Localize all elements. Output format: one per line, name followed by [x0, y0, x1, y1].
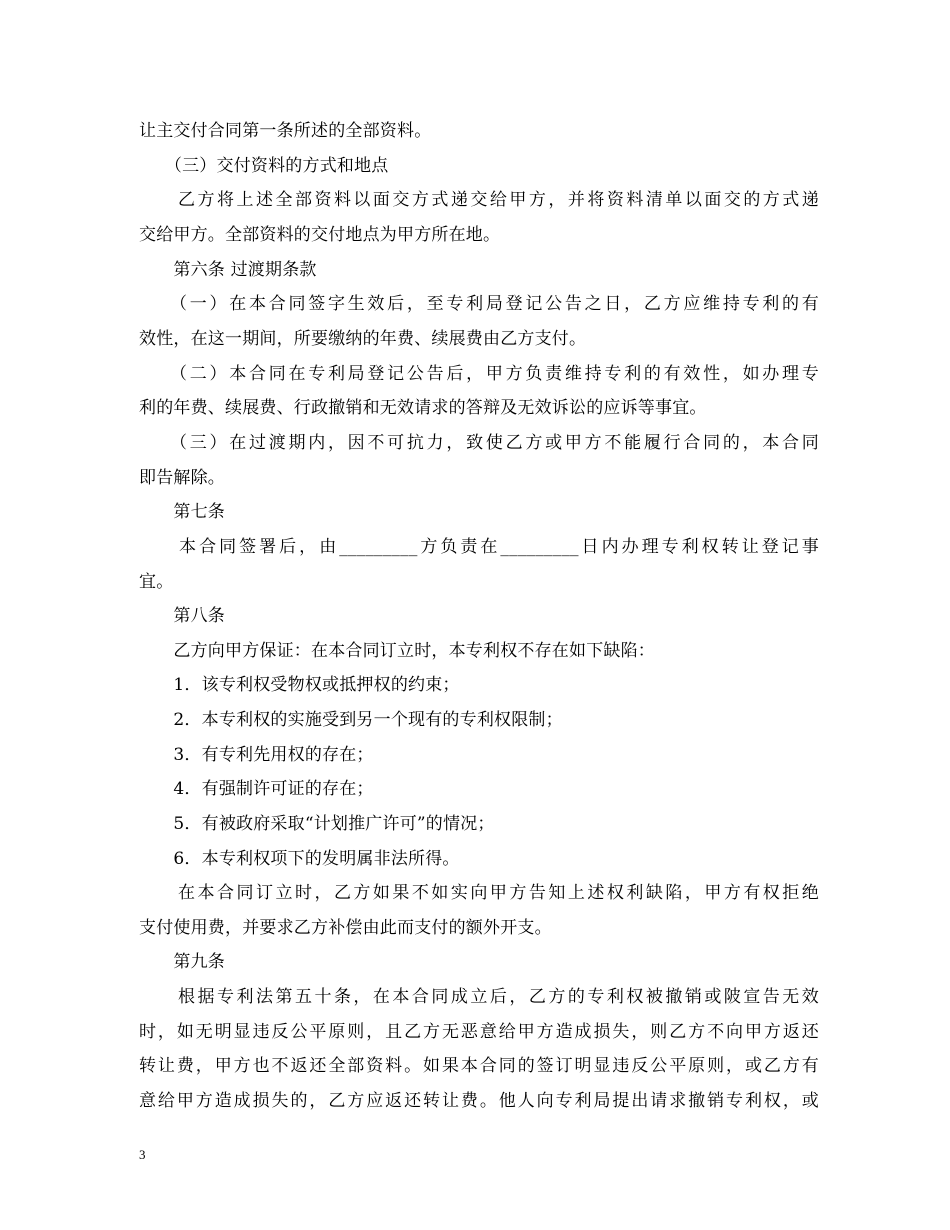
text-line: 乙方将上述全部资料以面交方式递交给甲方，并将资料清单以面交的方式递: [139, 190, 819, 210]
text-line: 让主交付合同第一条所述的全部资料。: [139, 121, 432, 141]
text-line: 即告解除。: [139, 468, 225, 488]
text-line: 转让费，甲方也不返还全部资料。如果本合同的签订明显违反公平原则，或乙方有: [139, 1056, 819, 1076]
list-item: 4．有强制许可证的存在；: [139, 779, 374, 799]
text-line: 在本合同订立时，乙方如果不如实向甲方告知上述权利缺陷，甲方有权拒绝: [139, 883, 819, 903]
text-line: （一）在本合同签字生效后，至专利局登记公告之日，乙方应维持专利的有: [139, 294, 819, 314]
list-item: 6．本专利权项下的发明属非法所得。: [139, 849, 460, 869]
list-item: 3．有专利先用权的存在；: [139, 745, 374, 765]
page-number: 3: [139, 1147, 146, 1162]
text-line: 宜。: [139, 572, 174, 592]
text-line: 利的年费、续展费、行政撤销和无效请求的答辩及无效诉讼的应诉等事宜。: [139, 398, 707, 418]
text-line: 效性，在这一期间，所要缴纳的年费、续展费由乙方支付。: [139, 329, 587, 349]
article-heading: 第八条: [139, 606, 225, 626]
text-line: 根据专利法第五十条，在本合同成立后，乙方的专利权被撤销或陂宣告无效: [139, 987, 819, 1007]
text-line: （三）在过渡期内，因不可抗力，致使乙方或甲方不能履行合同的，本合同: [139, 433, 819, 453]
article-heading: 第六条 过渡期条款: [139, 260, 317, 280]
list-item: 5．有被政府采取“计划推广许可”的情况；: [139, 814, 495, 834]
list-item: 1．该专利权受物权或抵押权的约束；: [139, 675, 460, 695]
text-line: 时，如无明显违反公平原则，且乙方无恶意给甲方造成损失，则乙方不向甲方返还: [139, 1022, 819, 1042]
list-item: 2．本专利权的实施受到另一个现有的专利权限制；: [139, 710, 563, 730]
article-heading: 第七条: [139, 502, 225, 522]
text-line: （二）本合同在专利局登记公告后，甲方负责维持专利的有效性，如办理专: [139, 364, 819, 384]
text-line: 乙方向甲方保证：在本合同订立时，本专利权不存在如下缺陷：: [139, 641, 655, 661]
text-line: （三）交付资料的方式和地点: [139, 156, 389, 176]
text-line: 意给甲方造成损失的，乙方应返还转让费。他人向专利局提出请求撤销专利权，或: [139, 1091, 819, 1111]
text-line: 交给甲方。全部资料的交付地点为甲方所在地。: [139, 225, 501, 245]
text-line: 支付使用费，并要求乙方补偿由此而支付的额外开支。: [139, 918, 552, 938]
article-heading: 第九条: [139, 952, 225, 972]
text-line: 本合同签署后，由_________方负责在_________日内办理专利权转让登记事: [139, 537, 819, 557]
